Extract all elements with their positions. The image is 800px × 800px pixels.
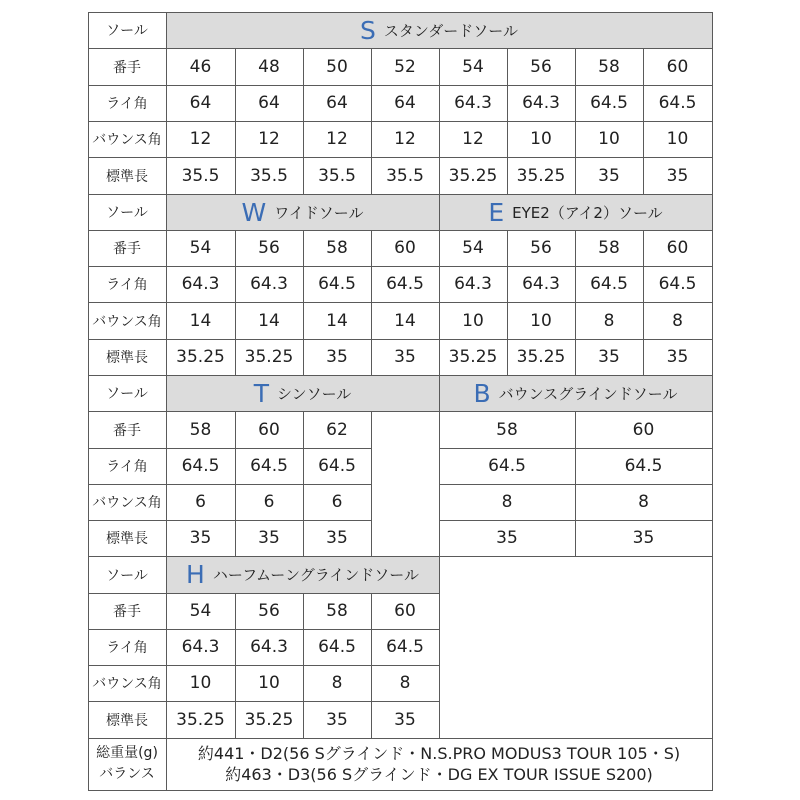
standard-length-label: 標準長 [106,350,148,366]
s-number-cell: 56 [530,56,552,77]
e-lie-angle-cell: 64.5 [658,274,697,294]
s-standard-length-cell: 35.5 [386,165,424,186]
e-lie-angle-cell: 64.3 [454,274,492,294]
grid-line [439,411,713,412]
w-lie-angle-cell: 64.3 [181,274,220,294]
h-lie-angle-cell: 64.3 [250,637,288,657]
grid-line [88,738,713,739]
h-bounce-angle-cell: 10 [189,673,212,693]
h-lie-angle-cell: 64.5 [386,637,424,657]
weight-balance-label-line: バランス [99,766,155,782]
lie-angle-label: ライ角 [106,459,148,475]
s-bounce-angle-cell: 10 [666,129,689,149]
b-standard-length-cell: 35 [632,528,655,548]
w-standard-length-cell: 35 [326,347,348,367]
grid-line [507,230,508,376]
grid-line [235,48,236,195]
t-lie-angle-cell: 64.5 [250,456,288,476]
lie-angle-label: ライ角 [106,277,148,293]
grid-line [507,48,508,195]
s-number-cell: 60 [666,56,689,77]
sole-name: ハーフムーングラインドソール [212,566,419,584]
grid-line [88,448,372,449]
e-standard-length-cell: 35 [598,347,620,367]
b-lie-angle-cell: 64.5 [488,456,526,476]
grid-line [303,411,304,557]
s-bounce-angle-cell: 10 [530,129,552,149]
s-standard-length-cell: 35 [598,165,620,186]
w-standard-length-cell: 35 [394,347,416,367]
e-standard-length-cell: 35 [666,347,689,367]
sole-letter: S [360,15,376,45]
grid-line [712,12,713,791]
s-number-cell: 54 [462,56,484,77]
grid-line [235,593,236,739]
sole-letter: B [473,378,491,408]
s-bounce-angle-cell: 12 [189,129,212,149]
w-standard-length-cell: 35.25 [176,347,225,367]
sole-letter: W [241,197,267,227]
sole-header-t [166,375,439,411]
s-standard-length-cell: 35.5 [250,165,288,186]
t-number-cell: 58 [189,419,212,440]
e-number-cell: 56 [530,238,552,258]
s-number-cell: 46 [189,56,212,77]
grid-line [371,230,372,376]
grid-line [303,593,304,739]
h-bounce-angle-cell: 10 [258,673,280,693]
e-bounce-angle-cell: 8 [672,310,683,331]
grid-line [575,230,576,376]
sole-name: EYE2（アイ2）ソール [512,203,663,222]
s-bounce-angle-cell: 12 [258,129,280,149]
s-standard-length-cell: 35.25 [448,165,498,186]
s-lie-angle-cell: 64.3 [454,93,492,113]
grid-line [88,520,372,521]
sole-name: ワイドソール [274,203,364,222]
grid-line [88,266,713,267]
grid-line [88,12,89,791]
standard-length-label: 標準長 [106,712,148,729]
w-bounce-angle-cell: 14 [394,310,416,331]
s-bounce-angle-cell: 10 [598,129,620,149]
number-label: 番手 [113,422,141,439]
grid-line [439,194,440,376]
e-number-cell: 58 [598,238,620,258]
sole-name: バウンスグラインドソール [498,384,678,403]
s-lie-angle-cell: 64.5 [590,93,628,113]
weight-balance-value [166,738,712,790]
grid-line [88,629,440,630]
w-bounce-angle-cell: 14 [258,310,280,331]
t-bounce-angle-cell: 6 [331,492,343,512]
e-number-cell: 54 [462,238,484,258]
grid-line [88,593,440,594]
grid-line [88,12,713,13]
bounce-angle-label: バウンス角 [92,132,162,148]
h-number-cell: 54 [189,601,212,621]
grid-line [643,230,644,376]
sole-label: ソール [106,567,148,584]
grid-line [371,593,372,739]
s-lie-angle-cell: 64.5 [658,93,697,113]
number-label: 番手 [113,241,141,257]
s-bounce-angle-cell: 12 [462,129,484,149]
b-bounce-angle-cell: 8 [638,492,649,512]
e-number-cell: 60 [666,238,689,258]
w-bounce-angle-cell: 14 [326,310,348,331]
sole-name: スタンダードソール [383,21,518,40]
grid-line [371,411,440,412]
t-lie-angle-cell: 64.5 [181,456,220,476]
grid-line [88,339,713,340]
w-bounce-angle-cell: 14 [189,310,212,331]
weight-balance-label [88,738,166,790]
w-lie-angle-cell: 64.3 [250,274,288,294]
bounce-angle-label: バウンス角 [92,313,162,330]
b-number-cell: 58 [496,419,518,440]
t-number-cell: 62 [326,419,348,440]
grid-line [88,665,440,666]
t-standard-length-cell: 35 [258,528,280,548]
b-standard-length-cell: 35 [496,528,518,548]
s-lie-angle-cell: 64 [326,93,348,113]
h-lie-angle-cell: 64.5 [318,637,356,657]
sole-letter: E [488,197,505,227]
grid-line [439,484,713,485]
b-lie-angle-cell: 64.5 [624,456,663,476]
lie-angle-label: ライ角 [106,640,148,656]
h-bounce-angle-cell: 8 [331,673,343,693]
s-lie-angle-cell: 64 [394,93,416,113]
t-standard-length-cell: 35 [189,528,212,548]
w-number-cell: 60 [394,238,416,258]
grid-line [439,520,713,521]
s-standard-length-cell: 35.5 [181,165,220,186]
grid-line [88,121,713,122]
grid-line [88,556,440,557]
grid-line [439,48,440,195]
sole-letter: H [186,560,205,589]
grid-line [88,230,713,231]
standard-length-label: 標準長 [106,531,148,547]
grid-line [88,85,713,86]
e-lie-angle-cell: 64.3 [522,274,560,294]
s-number-cell: 58 [598,56,620,77]
grid-line [88,48,713,49]
grid-line [88,375,713,376]
lie-angle-label: ライ角 [106,96,148,112]
sole-label: ソール [106,205,148,221]
grid-line [575,411,576,557]
s-lie-angle-cell: 64 [258,93,280,113]
w-number-cell: 54 [189,238,212,258]
weight-balance-label-line: 総重量(g) [96,745,158,761]
s-standard-length-cell: 35 [666,165,689,186]
e-lie-angle-cell: 64.5 [590,274,628,294]
grid-line [439,556,440,739]
grid-line [439,375,440,557]
e-standard-length-cell: 35.25 [448,347,498,367]
h-number-cell: 60 [394,601,416,621]
e-bounce-angle-cell: 8 [603,310,615,331]
h-standard-length-cell: 35.25 [176,709,225,730]
h-number-cell: 56 [258,601,280,621]
w-lie-angle-cell: 64.5 [386,274,424,294]
e-bounce-angle-cell: 10 [530,310,552,331]
w-number-cell: 56 [258,238,280,258]
grid-line [439,556,713,557]
sole-header-b [439,375,712,411]
t-bounce-angle-cell: 6 [195,492,206,512]
e-bounce-angle-cell: 10 [462,310,484,331]
s-number-cell: 48 [258,56,280,77]
h-standard-length-cell: 35 [326,709,348,730]
s-standard-length-cell: 35.25 [516,165,566,186]
grid-line [88,484,372,485]
h-bounce-angle-cell: 8 [399,673,411,693]
sole-letter: T [253,378,269,408]
grid-line [575,48,576,195]
b-bounce-angle-cell: 8 [501,492,513,512]
sole-header-e [439,194,712,230]
sole-label: ソール [106,386,148,402]
number-label: 番手 [113,604,141,620]
grid-line [371,411,372,557]
grid-line [439,448,713,449]
t-bounce-angle-cell: 6 [263,492,275,512]
standard-length-label: 標準長 [106,168,148,185]
h-standard-length-cell: 35.25 [244,709,294,730]
sole-header-s [166,12,712,48]
s-bounce-angle-cell: 12 [394,129,416,149]
grid-line [88,790,713,791]
grid-line [88,302,713,303]
s-number-cell: 50 [326,56,348,77]
h-number-cell: 58 [326,601,348,621]
number-label: 番手 [113,59,141,76]
grid-line [88,194,713,195]
w-number-cell: 58 [326,238,348,258]
grid-line [303,48,304,195]
grid-line [643,48,644,195]
w-lie-angle-cell: 64.5 [318,274,356,294]
sole-name: シンソール [276,384,352,403]
bounce-angle-label: バウンス角 [92,676,162,692]
bounce-angle-label: バウンス角 [92,495,162,511]
w-standard-length-cell: 35.25 [244,347,294,367]
sole-header-h [166,556,439,593]
sole-label: ソール [106,23,148,39]
grid-line [303,230,304,376]
weight-balance-line: 約441・D2(56 Sグラインド・N.S.PRO MODUS3 TOUR 105・S) [197,744,681,763]
grid-line [166,12,167,791]
weight-balance-line: 約463・D3(56 Sグラインド・DG EX TOUR ISSUE S200) [225,765,653,784]
s-lie-angle-cell: 64.3 [522,93,560,113]
h-standard-length-cell: 35 [394,709,416,730]
t-standard-length-cell: 35 [326,528,348,548]
grid-line [88,701,440,702]
sole-header-w [166,194,439,230]
t-lie-angle-cell: 64.5 [318,456,356,476]
grid-line [88,411,372,412]
s-number-cell: 52 [394,56,416,77]
s-standard-length-cell: 35.5 [318,165,356,186]
b-number-cell: 60 [632,419,655,440]
s-lie-angle-cell: 64 [189,93,212,113]
grid-line [88,157,713,158]
grid-line [371,48,372,195]
s-bounce-angle-cell: 12 [326,129,348,149]
grid-line [235,411,236,557]
e-standard-length-cell: 35.25 [516,347,566,367]
t-number-cell: 60 [258,419,280,440]
h-lie-angle-cell: 64.3 [181,637,220,657]
grid-line [235,230,236,376]
